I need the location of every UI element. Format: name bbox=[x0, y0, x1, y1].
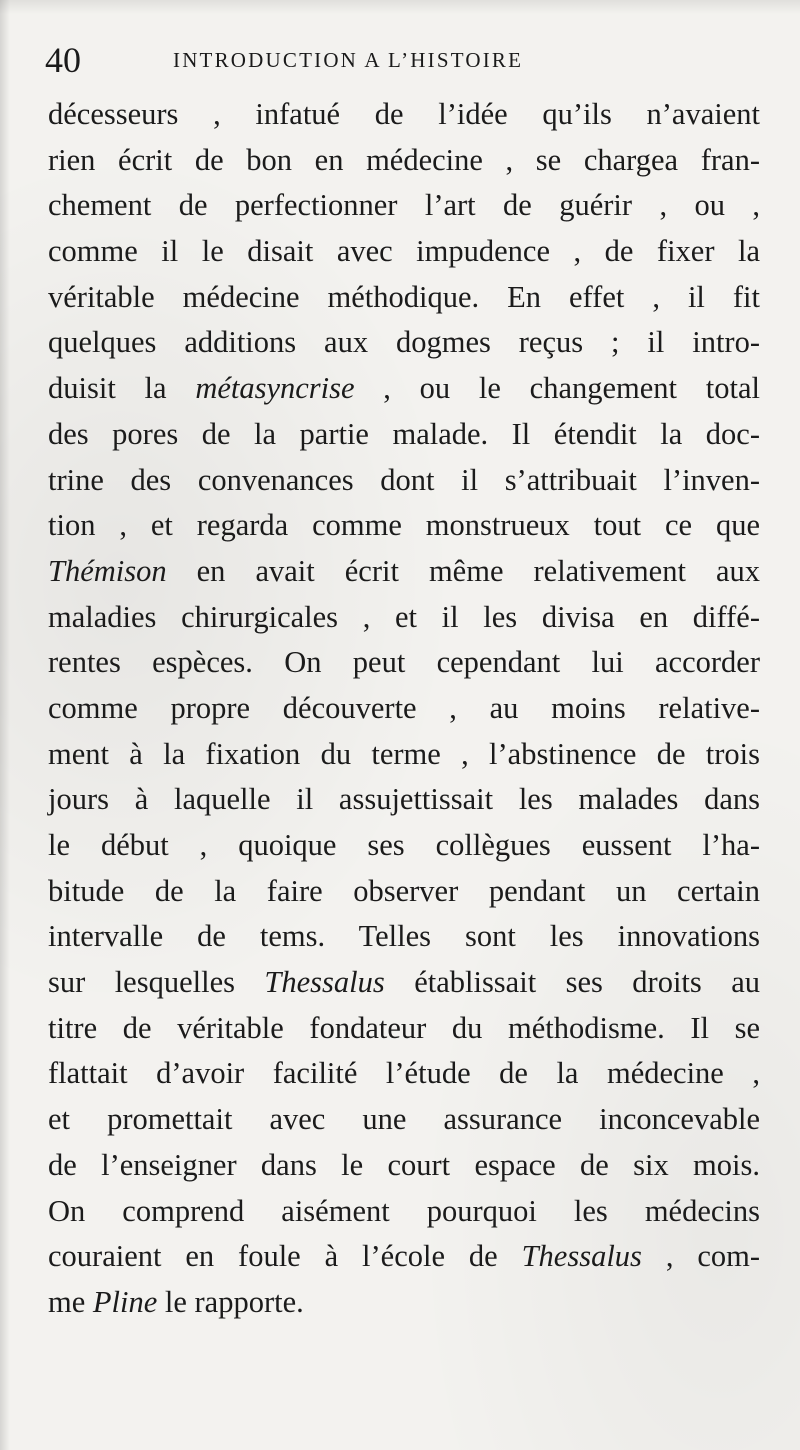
text-line: intervalle de tems. Telles sont les innovations bbox=[48, 919, 760, 954]
text-line: des pores de la partie malade. Il étendit la doc- bbox=[48, 416, 760, 451]
text-line: maladies chirurgicales , et il les divisa en diffé- bbox=[48, 599, 760, 634]
text-line: On comprend aisément pourquoi les médecins bbox=[48, 1193, 760, 1228]
running-head: INTRODUCTION A L’HISTOIRE bbox=[173, 48, 524, 72]
text-line: jours à laquelle il assujettissait les malades dans bbox=[48, 782, 760, 817]
italic-term: métasyncrise bbox=[195, 371, 355, 406]
italic-name: Pline bbox=[92, 1284, 158, 1319]
page-header bbox=[45, 38, 765, 82]
text-line: titre de véritable fondateur du méthodisme. Il se bbox=[48, 1010, 760, 1045]
text-line: duisit la métasyncrise , ou le changement total bbox=[48, 371, 760, 406]
page-gutter-shadow bbox=[0, 0, 10, 1450]
text-line: chement de perfectionner l’art de guérir , ou , bbox=[48, 188, 760, 223]
text-line: véritable médecine méthodique. En effet , il fit bbox=[48, 279, 760, 314]
text-line: couraient en foule à l’école de Thessalus , com- bbox=[48, 1239, 760, 1274]
text-line: comme il le disait avec impudence , de fixer la bbox=[48, 234, 760, 269]
text-line: flattait d’avoir facilité l’étude de la médecine , bbox=[48, 1056, 760, 1091]
text-line: décesseurs , infatué de l’idée qu’ils n’avaient bbox=[48, 97, 760, 131]
italic-name: Thessalus bbox=[521, 1239, 642, 1274]
text-line: le début , quoique ses collègues eussent l’ha- bbox=[48, 828, 760, 862]
text-line: Thémison en avait écrit même relativement aux bbox=[48, 553, 760, 588]
italic-name: Thessalus bbox=[264, 965, 385, 1000]
text-line: rentes espèces. On peut cependant lui accorder bbox=[48, 645, 760, 680]
text-line: bitude de la faire observer pendant un certain bbox=[48, 873, 760, 908]
page-top-shadow bbox=[0, 0, 800, 14]
text-line: de l’enseigner dans le court espace de six mois. bbox=[48, 1147, 760, 1182]
text-line: rien écrit de bon en médecine , se chargea fran- bbox=[48, 142, 760, 177]
text-line: et promettait avec une assurance inconcevable bbox=[48, 1102, 760, 1137]
text-line: comme propre découverte , au moins relative- bbox=[48, 690, 760, 725]
text-line: sur lesquelles Thessalus établissait ses droits au bbox=[48, 965, 760, 1000]
text-line: ment à la fixation du terme , l’abstinence de trois bbox=[48, 736, 760, 771]
text-line: tion , et regarda comme monstrueux tout ce que bbox=[48, 508, 760, 543]
text-line: me Pline le rapporte. bbox=[48, 1284, 304, 1319]
text-line: trine des convenances dont il s’attribuait l’inven- bbox=[48, 462, 760, 497]
body-text bbox=[48, 92, 760, 1326]
text-line: quelques additions aux dogmes reçus ; il intro- bbox=[48, 325, 760, 360]
italic-name: Thémison bbox=[48, 553, 167, 588]
page-number: 40 bbox=[45, 40, 81, 80]
